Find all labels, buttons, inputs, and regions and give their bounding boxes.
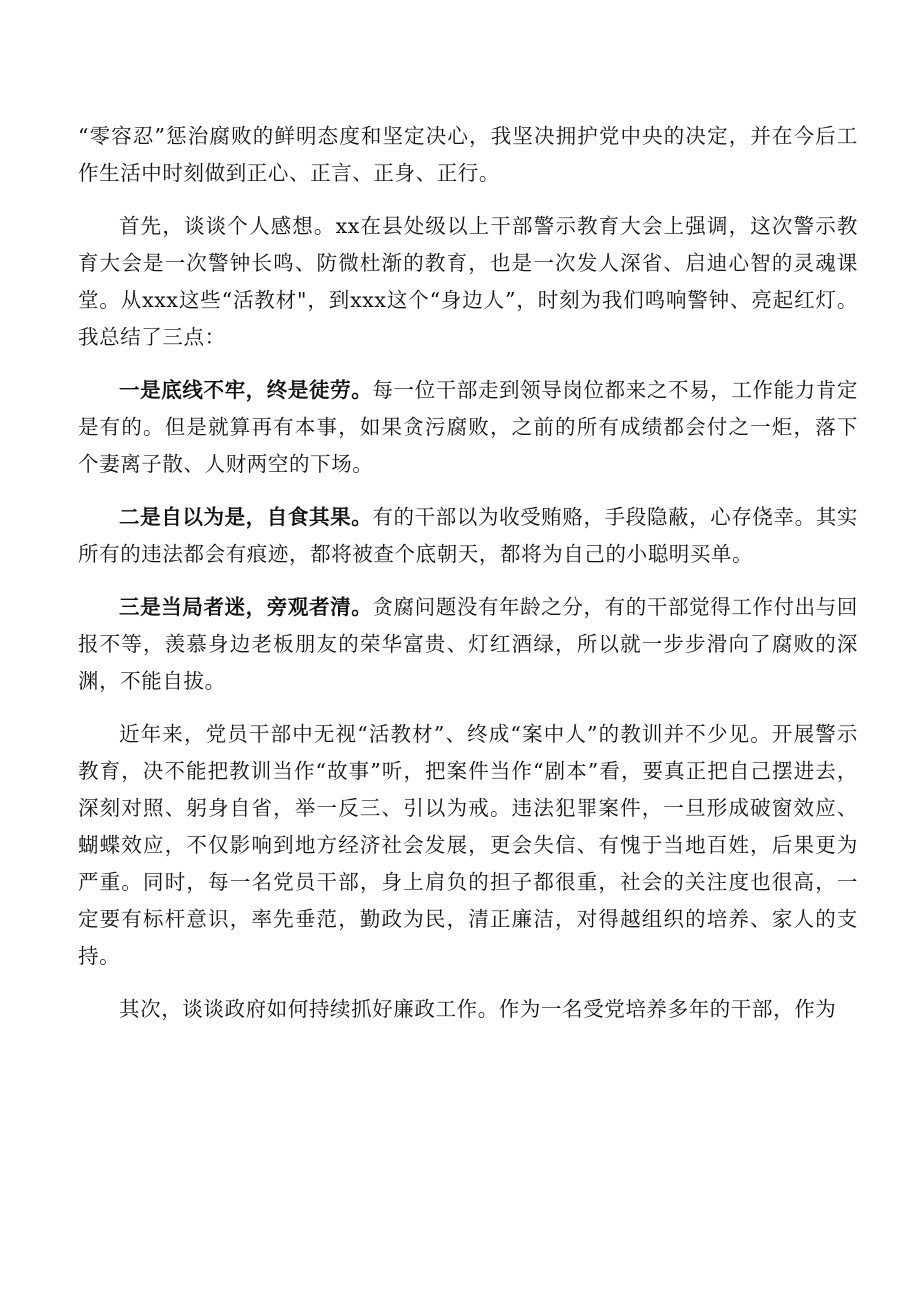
paragraph-text: 每一位干部走到领导岗位都来之不易，工作能力肯定是有的。但是就算再有本事，如果贪污腐败，之前的所有成绩都会付之一炬，落下个妻离子散、人财两空的下场。 [78,378,858,476]
paragraph-text: 有的干部以为收受贿赂，手段隐蔽，心存侥幸。其实所有的违法都会有痕迹，都将被查个底朝天，都将为自己的小聪明买单。 [78,505,858,566]
paragraph-text: 其次，谈谈政府如何持续抓好廉政工作。作为一名受党培养多年的干部，作为 [119,997,837,1021]
paragraph-lead: 三是当局者迷，旁观者清。 [119,595,373,619]
paragraph-7 [78,991,858,1028]
paragraph-2 [78,208,858,356]
document-body [78,118,858,1028]
paragraph-text: 近年来，党员干部中无视“活教材”、终成“案中人”的教训并不少见。开展警示教育，决不能把教训当作“故事”听，把案件当作“剧本”看，要真正把自己摆进去，深刻对照、躬身自省，举一反三、引以为戒。违法犯罪案件，一旦形成破窗效应、蝴蝶效应，不仅影响到地方经济社会发展，更会失信、有愧于当地百姓，后果更为严重。同时，每一名党员干部，身上肩负的担子都很重，社会的关注度也很高，一定要有标杆意识，率先垂范，勤政为民，清正廉洁，对得越组织的培养、家人的支持。 [78,722,858,968]
paragraph-6 [78,716,858,975]
paragraph-lead: 二是自以为是，自食其果。 [119,505,373,529]
paragraph-4 [78,499,858,573]
paragraph-3 [78,372,858,483]
paragraph-lead: 一是底线不牢，终是徒劳。 [119,378,373,402]
paragraph-1 [78,118,858,192]
paragraph-5 [78,589,858,700]
paragraph-text: “零容忍”惩治腐败的鲜明态度和坚定决心，我坚决拥护党中央的决定，并在今后工作生活中时刻做到正心、正言、正身、正行。 [78,124,858,185]
paragraph-text: 贪腐问题没有年龄之分，有的干部觉得工作付出与回报不等，羡慕身边老板朋友的荣华富贵、灯红酒绿，所以就一步步滑向了腐败的深渊，不能自拔。 [78,595,858,693]
paragraph-text: 首先，谈谈个人感想。xx在县处级以上干部警示教育大会上强调，这次警示教育大会是一次警钟长鸣、防微杜渐的教育，也是一次发人深省、启迪心智的灵魂课堂。从xxx这些“活教材"，到xxx这个“身边人”，时刻为我们鸣响警钟、亮起红灯。我总结了三点： [78,214,858,349]
